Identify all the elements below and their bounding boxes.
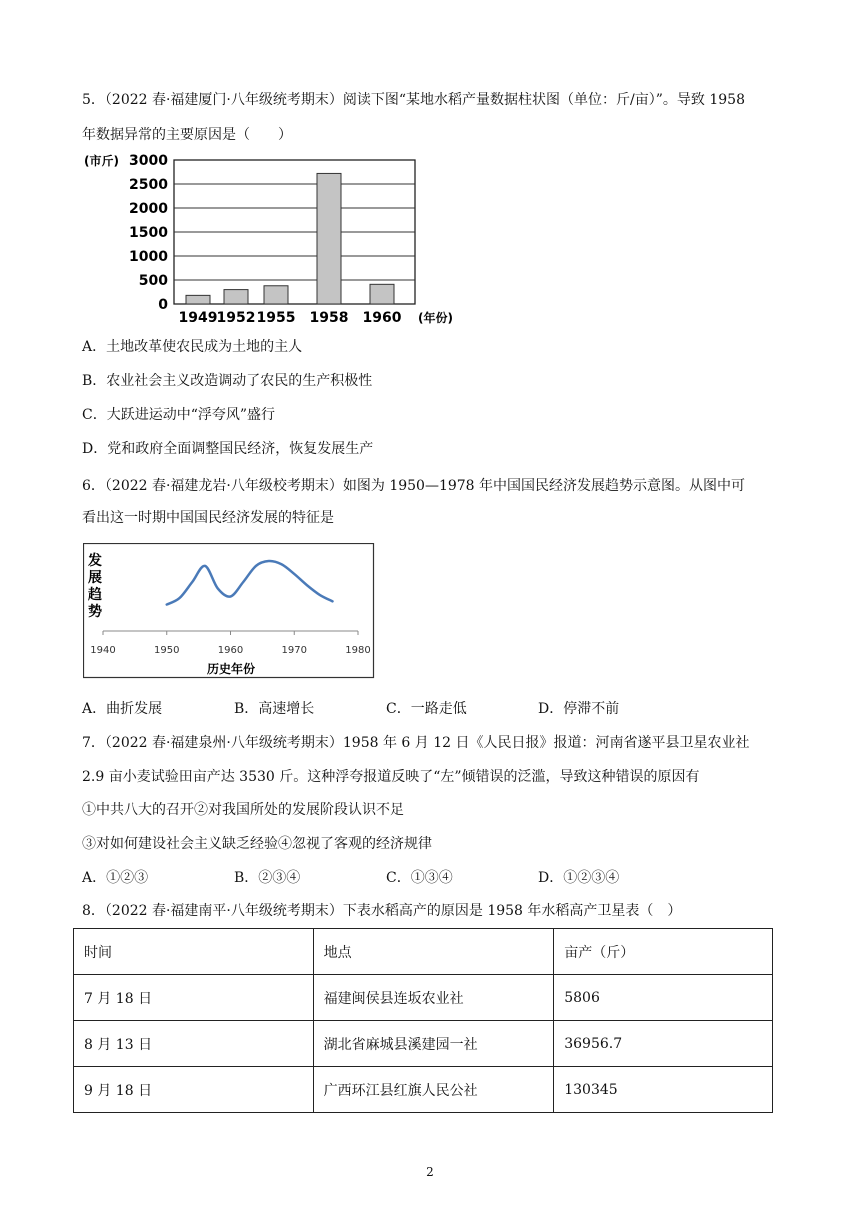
q5-option-b: B．农业社会主义改造调动了农民的生产积极性 <box>82 373 373 389</box>
table-cell: 36956.7 <box>554 1021 773 1067</box>
q5-stem-line2: 年数据异常的主要原因是（ ） <box>82 127 292 143</box>
y-axis-label: (市斤) <box>84 154 119 168</box>
table-header-cell: 亩产（斤） <box>554 929 773 975</box>
q6-option-b: B．高速增长 <box>234 701 315 717</box>
q7-stem-line4: ③对如何建设社会主义缺乏经验④忽视了客观的经济规律 <box>82 836 432 852</box>
table-cell: 8 月 13 日 <box>74 1021 314 1067</box>
q6-option-c: C．一路走低 <box>386 701 467 717</box>
q7-option-a: A．①②③ <box>82 870 149 886</box>
q6-stem-line1: 6．（2022 春·福建龙岩·八年级校考期末）如图为 1950—1978 年中国国民经济发展趋势示意图。从图中可 <box>82 478 746 494</box>
x-tick-label: 1960 <box>217 645 244 656</box>
bar-1955 <box>264 286 288 304</box>
x-tick-label: 1955 <box>256 310 296 326</box>
bar-1958 <box>317 173 341 304</box>
q6-option-a: A．曲折发展 <box>82 701 163 717</box>
y-tick-label: 0 <box>158 297 168 313</box>
y-axis-label-char: 发 <box>88 553 102 569</box>
x-axis-label: (年份) <box>418 311 453 325</box>
table-row <box>74 975 773 1021</box>
q7-stem-line2: 2.9 亩小麦试验田亩产达 3530 斤。这种浮夸报道反映了“左”倾错误的泛滥，导致这种错误的原因有 <box>82 769 700 785</box>
q5-option-c: C．大跃进运动中“浮夸风”盛行 <box>82 407 276 423</box>
table-header-cell: 时间 <box>74 929 314 975</box>
q7-option-b: B．②③④ <box>234 870 301 886</box>
table-header-cell: 地点 <box>313 929 554 975</box>
table-cell: 福建闽侯县连坂农业社 <box>313 975 554 1021</box>
q6-stem-line2: 看出这一时期中国国民经济发展的特征是 <box>82 510 334 526</box>
q7-options <box>82 867 782 887</box>
q5-bar-chart <box>82 150 462 330</box>
page-number: 2 <box>426 1165 434 1179</box>
x-tick-label: 1952 <box>216 310 256 326</box>
y-axis-label-char: 势 <box>88 604 102 620</box>
q7-stem-line1: 7．（2022 春·福建泉州·八年级统考期末）1958 年 6 月 12 日《人民日报》报道：河南省遂平县卫星农业社 <box>82 735 750 751</box>
q6-trend-chart <box>83 543 375 679</box>
x-tick-label: 1949 <box>178 310 218 326</box>
x-tick-label: 1970 <box>281 645 307 656</box>
x-tick-label: 1980 <box>345 645 371 656</box>
y-tick-label: 2500 <box>129 177 168 193</box>
y-axis-label-char: 展 <box>88 570 102 586</box>
q5-option-a: A．土地改革使农民成为土地的主人 <box>82 339 303 355</box>
x-tick-label: 1958 <box>309 310 349 326</box>
chart-frame <box>84 544 374 678</box>
q8-table <box>73 928 773 1113</box>
bar-1949 <box>186 295 210 304</box>
y-axis-label-char: 趋 <box>88 587 102 603</box>
y-tick-label: 500 <box>138 273 168 289</box>
table-cell: 广西环江县红旗人民公社 <box>313 1067 554 1113</box>
q8-stem-line1: 8．（2022 春·福建南平·八年级统考期末）下表水稻高产的原因是 1958 年水稻高产卫星表（ ） <box>82 903 682 919</box>
q7-option-c: C．①③④ <box>386 870 453 886</box>
x-tick-label: 1940 <box>90 645 116 656</box>
y-tick-label: 3000 <box>129 153 168 169</box>
x-axis-label: 历史年份 <box>206 662 256 676</box>
table-row <box>74 1067 773 1113</box>
y-tick-label: 1500 <box>129 225 168 241</box>
table-header-row <box>74 929 773 975</box>
q5-stem-line1: 5．（2022 春·福建厦门·八年级统考期末）阅读下图“某地水稻产量数据柱状图（单位：斤/亩）”。导致 1958 <box>82 92 745 108</box>
bar-1952 <box>224 290 248 304</box>
q7-option-d: D．①②③④ <box>538 870 620 886</box>
q5-option-d: D．党和政府全面调整国民经济，恢复发展生产 <box>82 441 374 457</box>
x-tick-label: 1960 <box>362 310 402 326</box>
x-tick-label: 1950 <box>154 645 180 656</box>
table-cell: 9 月 18 日 <box>74 1067 314 1113</box>
table-row <box>74 1021 773 1067</box>
y-tick-label: 2000 <box>129 201 168 217</box>
table-cell: 7 月 18 日 <box>74 975 314 1021</box>
q6-option-d: D．停滞不前 <box>538 701 620 717</box>
q7-stem-line3: ①中共八大的召开②对我国所处的发展阶段认识不足 <box>82 802 404 818</box>
bar-1960 <box>370 284 394 304</box>
table-cell: 130345 <box>554 1067 773 1113</box>
table-cell: 5806 <box>554 975 773 1021</box>
table-cell: 湖北省麻城县溪建园一社 <box>313 1021 554 1067</box>
y-tick-label: 1000 <box>129 249 168 265</box>
q6-options <box>82 698 782 718</box>
